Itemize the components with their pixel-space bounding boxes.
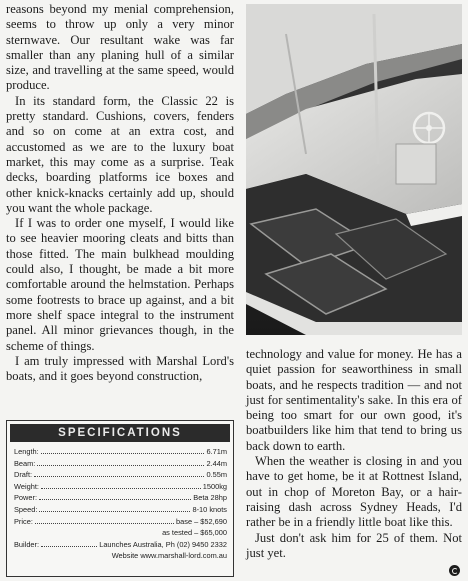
paragraph: Just don't ask him for 25 of them. Not just yet.: [246, 530, 462, 560]
dot-leader: [35, 523, 174, 524]
spec-label: Price:: [14, 516, 33, 526]
paragraph: When the weather is closing in and you have to get home, be it at Rottnest Island, out in chop of Moreton Bay, or a hair-raising dash across Sydney Heads, I'd rather be in a friendly little boat like this.: [246, 454, 462, 530]
spec-value: 8-10 knots: [192, 504, 227, 514]
spec-label: Draft:: [14, 470, 33, 480]
paragraph: reasons beyond my menial comprehension, seems to throw up only a very minor sternwave. Our resultant wake was far smaller than any planing hull of a similar size, and travelling at the same speed, would produce.: [6, 2, 234, 93]
spec-value: as tested – $65,000: [162, 528, 227, 538]
spec-label: Power:: [14, 493, 38, 503]
spec-value: 0.55m: [206, 470, 227, 480]
paragraph: If I was to order one myself, I would like to see heavier mooring cleats and bitts than those fitted. The main bulkhead moulding could also, I thought, be made a bit more comfortable around the helmstation. Perhaps some footrests to brace up against, and a bit more shelf space integral to the instrument panel. All minor grievances though, in the scheme of things.: [6, 216, 234, 353]
dot-leader: [39, 499, 191, 500]
photo-illustration: [246, 4, 462, 335]
spec-value: Launches Australia, Ph (02) 9450 2332: [99, 539, 227, 549]
spec-row-price: [7, 516, 233, 528]
spec-row-weight: [7, 481, 233, 493]
paragraph: technology and value for money. He has a quiet passion for seaworthiness in small boats, and he respects tradition — and not just for sentimentality's sake. In this era of being too smart for our own good, it's boatbuilders like him that tend to bring us back down to earth.: [246, 347, 462, 453]
spec-label: Length:: [14, 447, 39, 456]
dot-leader: [39, 511, 190, 512]
specifications-box: [6, 420, 234, 577]
spec-row-speed: [7, 504, 233, 516]
article-left-column: [6, 2, 234, 384]
specifications-title: SPECIFICATIONS: [10, 424, 230, 442]
spec-label: Beam:: [14, 458, 36, 468]
spec-value: Website www.marshall-lord.com.au: [111, 551, 227, 561]
spec-row-beam: [7, 458, 233, 470]
boat-deck-photo: [246, 4, 462, 335]
spec-row-builder: [7, 539, 233, 551]
paragraph: I am truly impressed with Marshal Lord's boats, and it goes beyond construction,: [6, 353, 234, 384]
dot-leader: [41, 546, 97, 547]
spec-row-price-tested: [7, 527, 233, 539]
end-of-article-icon: [449, 565, 460, 576]
dot-leader: [37, 465, 204, 466]
spec-value: Beta 28hp: [193, 493, 227, 503]
dot-leader: [34, 476, 204, 477]
spec-row-power: [7, 492, 233, 504]
spec-value: 1500kg: [202, 481, 227, 491]
spec-label: Speed:: [14, 504, 38, 514]
dot-leader: [41, 488, 201, 489]
spec-label: Weight:: [14, 481, 39, 491]
dot-leader: [41, 453, 205, 454]
article-right-column: [246, 347, 462, 561]
spec-label: Builder:: [14, 539, 40, 549]
spec-row-website: [7, 550, 233, 562]
spec-value: base – $52,690: [176, 516, 227, 526]
spec-row-draft: [7, 469, 233, 481]
spec-value: 6.71m: [206, 447, 227, 456]
spec-value: 2.44m: [206, 458, 227, 468]
paragraph: In its standard form, the Classic 22 is pretty standard. Cushions, covers, fenders and so on come at an extra cost, and accustomed as we are to the luxury boat market, this may come as a surprise. Teak decks, boarding platforms ice boxes and other knick-knacks certainly add up, should you want the whole package.: [6, 93, 234, 215]
spec-row-length: [7, 446, 233, 458]
